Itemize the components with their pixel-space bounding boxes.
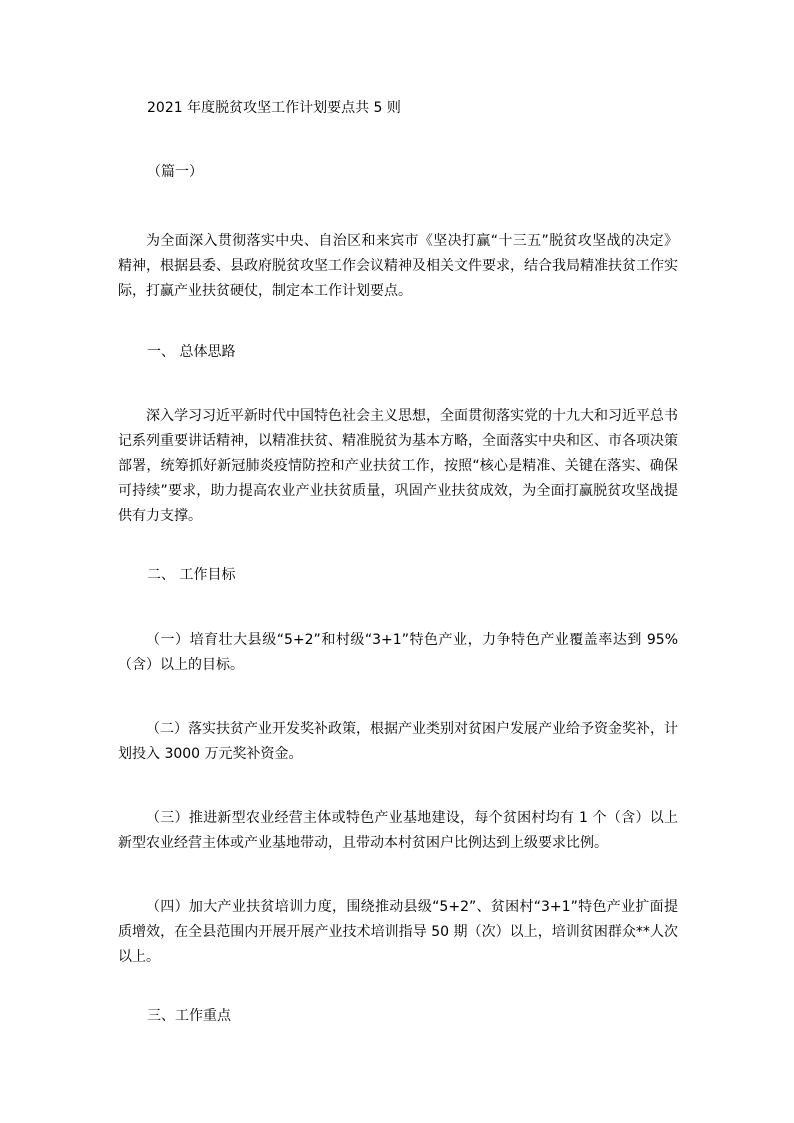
goal-4-paragraph: （四）加大产业扶贫培训力度，围绕推动县级“5+2”、贫困村“3+1”特色产业扩面提质增效，在全县范围内开展开展产业技术培训指导 50 期（次）以上，培训贫困群众**人次以上。	[118, 899, 678, 965]
goal-2-paragraph: （二）落实扶贫产业开发奖补政策，根据产业类别对贫困户发展产业给予资金奖补，计划投入 3000 万元奖补资金。	[118, 721, 678, 762]
document-title: 2021 年度脱贫攻坚工作计划要点共 5 则	[147, 100, 401, 116]
intro-paragraph: 为全面深入贯彻落实中央、自治区和来宾市《坚决打赢“十三五”脱贫攻坚战的决定》精神，根据县委、县政府脱贫攻坚工作会议精神及相关文件要求，结合我局精准扶贫工作实际，打赢产业扶贫硬仗，制定本工作计划要点。	[118, 233, 678, 299]
section3-heading: 三、工作重点	[147, 1008, 231, 1024]
section1-paragraph: 深入学习习近平新时代中国特色社会主义思想，全面贯彻落实党的十九大和习近平总书记系列重要讲话精神，以精准扶贫、精准脱贫为基本方略，全面落实中央和区、市各项决策部署，统筹抓好新冠肺炎疫情防控和产业扶贫工作，按照“核心是精准、关键在落实、确保可持续”要求，助力提高农业产业扶贫质量，巩固产业扶贫成效，为全面打赢脱贫攻坚战提供有力支撑。	[118, 408, 678, 524]
section2-heading: 二、 工作目标	[147, 567, 236, 583]
goal-3-paragraph: （三）推进新型农业经营主体或特色产业基地建设，每个贫困村均有 1 个（含）以上新型农业经营主体或产业基地带动，且带动本村贫困户比例达到上级要求比例。	[118, 810, 678, 851]
goal-1-paragraph: （一）培育壮大县级“5+2”和村级“3+1”特色产业，力争特色产业覆盖率达到 95%（含）以上的目标。	[118, 632, 678, 673]
section1-heading: 一、 总体思路	[147, 344, 236, 360]
part-label: （篇一）	[147, 164, 203, 180]
